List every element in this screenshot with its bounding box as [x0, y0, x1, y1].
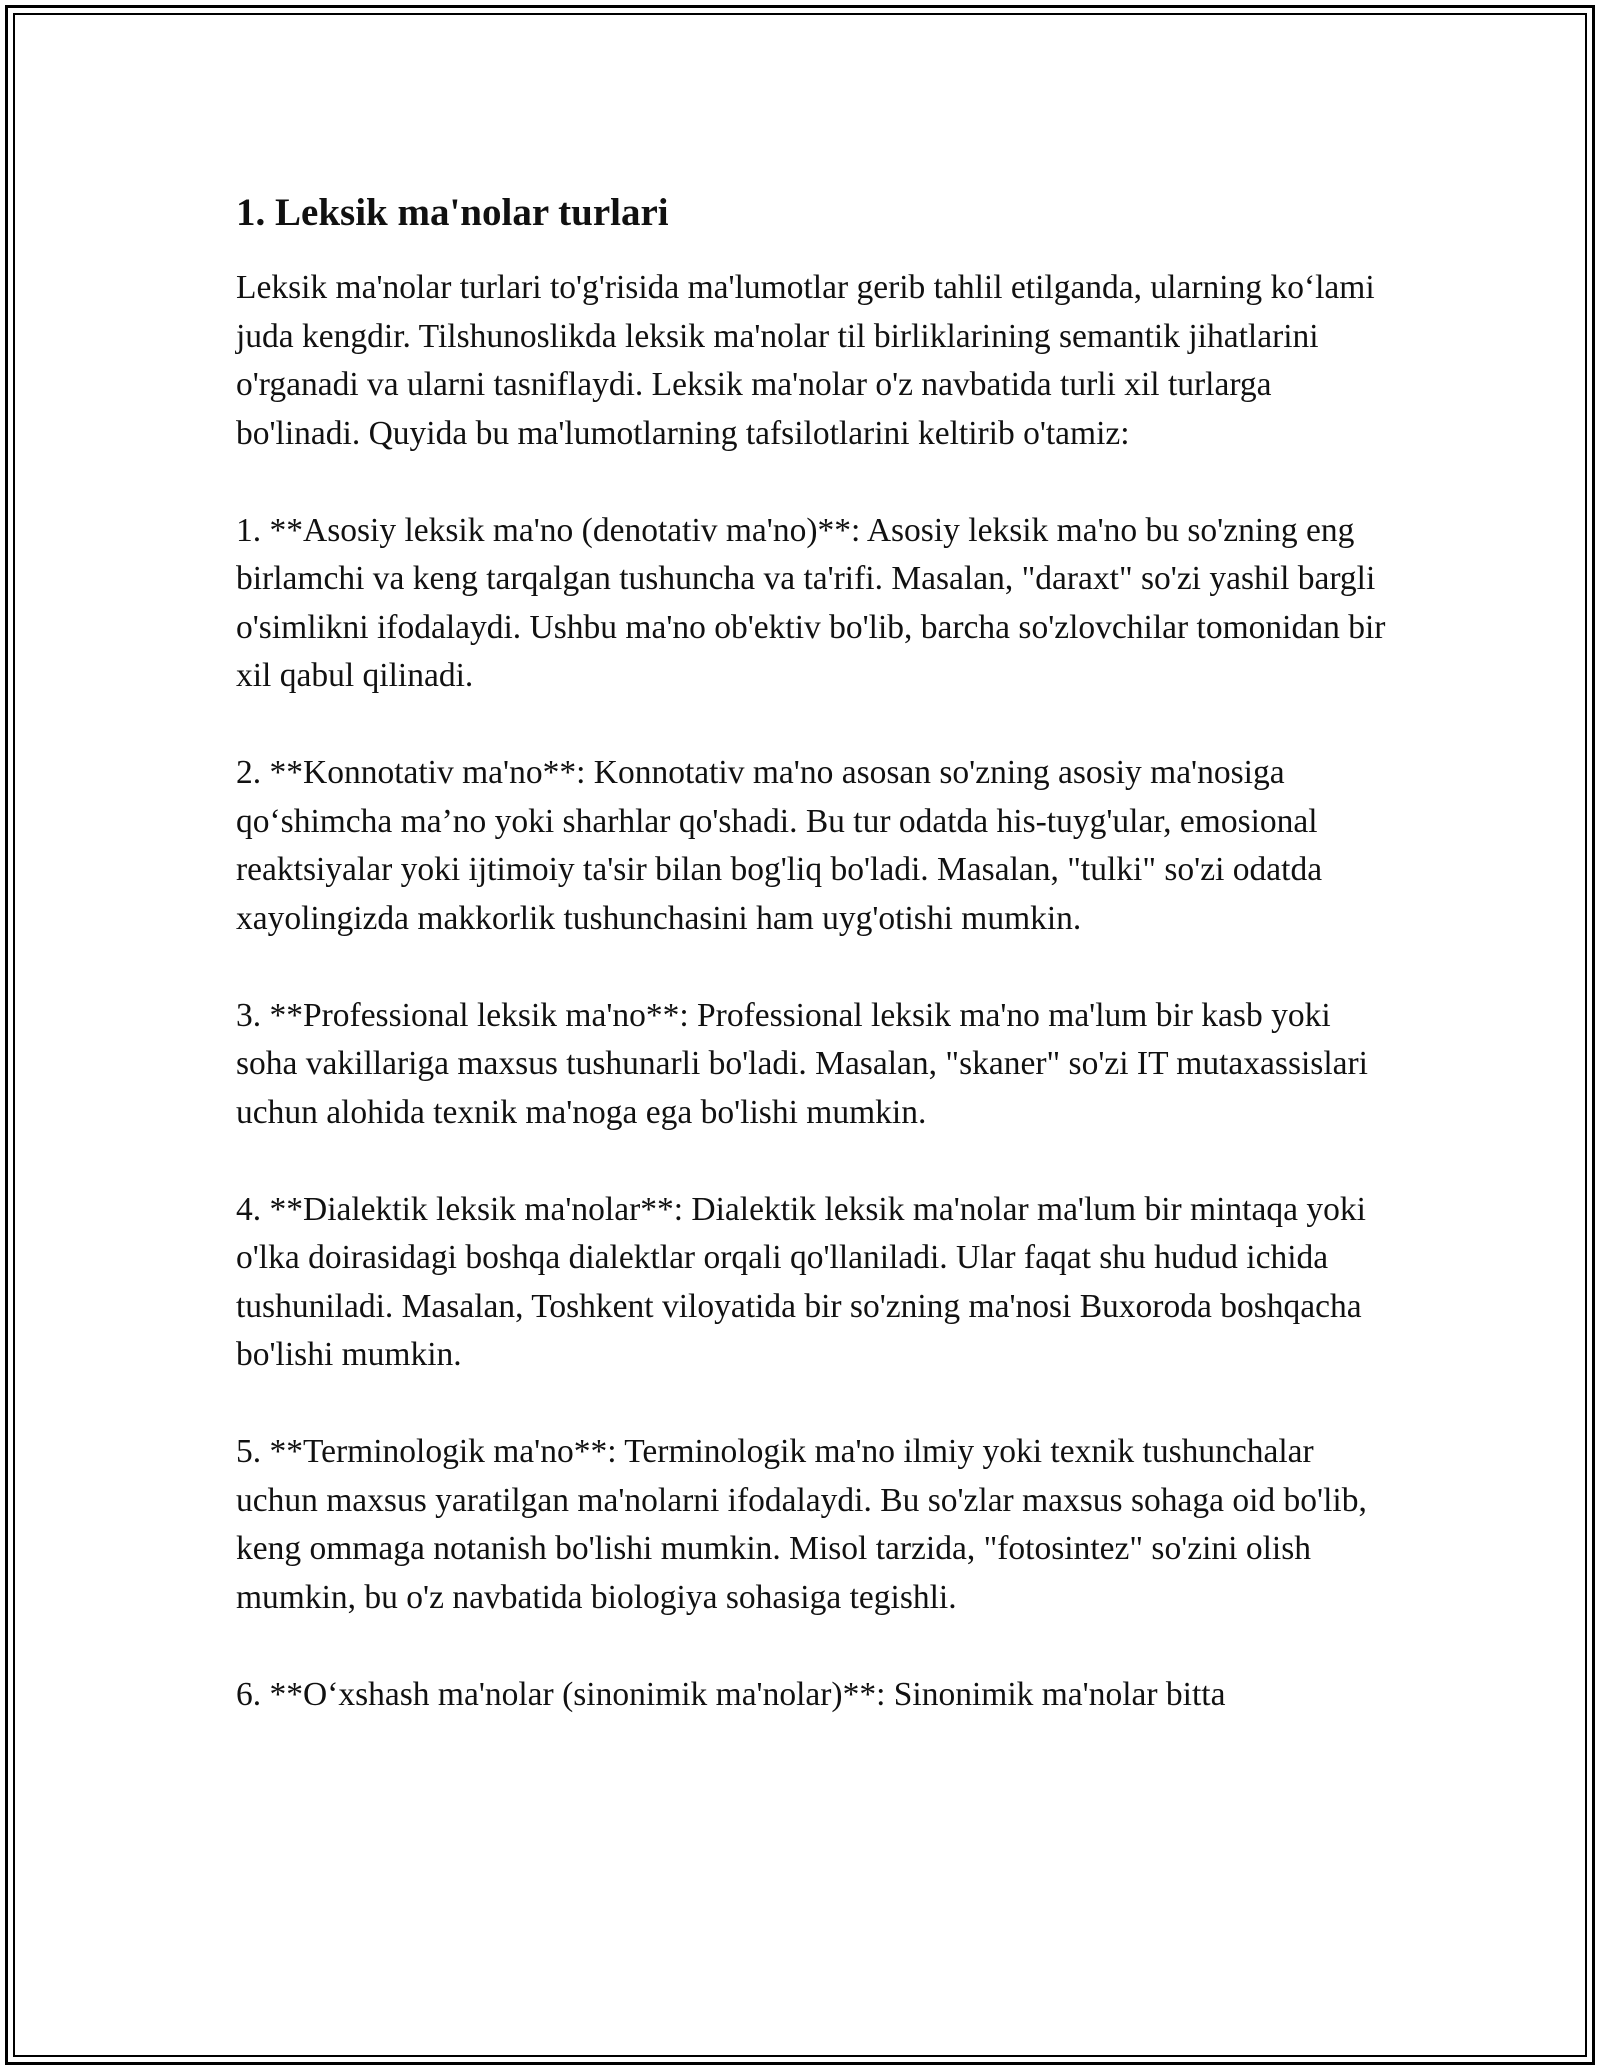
paragraph-professional-meaning: 3. **Professional leksik ma'no**: Professional leksik ma'no ma'lum bir kasb yoki soha vakillariga maxsus tushunarli bo'ladi. Masalan, "skaner" so'zi IT mutaxassislari uchun alohida texnik ma'noga ega bo'lishi mumkin. [236, 996, 1368, 1131]
section-heading: 1. Leksik ma'nolar turlari [236, 191, 669, 234]
intro-paragraph: Leksik ma'nolar turlari to'g'risida ma'lumotlar gerib tahlil etilganda, ularning ko‘lami juda kengdir. Tilshunoslikda leksik ma'nolar til birliklarining semantik jihatlarini o'rganadi va ularni tasniflaydi. Leksik ma'nolar o'z navbatida turli xil turlarga bo'linadi. Quyida bu ma'lumotlarning tafsilotlarini keltirib o'tamiz: [236, 269, 1375, 452]
paragraph-connotative-meaning: 2. **Konnotativ ma'no**: Konnotativ ma'no asosan so'zning asosiy ma'nosiga qo‘shimcha ma’no yoki sharhlar qo'shadi. Bu tur odatda his-tuyg'ular, emosional reaktsiyalar yoki ijtimoiy ta'sir bilan bog'liq bo'ladi. Masalan, "tulki" so'zi odatda xayolingizda makkorlik tushunchasini ham uyg'otishi mumkin. [236, 754, 1323, 937]
paragraph-denotative-meaning: 1. **Asosiy leksik ma'no (denotativ ma'no)**: Asosiy leksik ma'no bu so'zning eng birlamchi va keng tarqalgan tushuncha va ta'rifi. Masalan, "daraxt" so'zi yashil bargli o'simlikni ifodalaydi. Ushbu ma'no ob'ektiv bo'lib, barcha so'zlovchilar tomonidan bir xil qabul qilinadi. [236, 511, 1386, 694]
paragraph-synonymous-meaning: 6. **O‘xshash ma'nolar (sinonimik ma'nolar)**: Sinonimik ma'nolar bitta [236, 1675, 1226, 1713]
document-page [236, 188, 1386, 1768]
paragraph-terminological-meaning: 5. **Terminologik ma'no**: Terminologik ma'no ilmiy yoki texnik tushunchalar uchun maxsus yaratilgan ma'nolarni ifodalaydi. Bu so'zlar maxsus sohaga oid bo'lib, keng ommaga notanish bo'lishi mumkin. Misol tarzida, "fotosintez" so'zini olish mumkin, bu o'z navbatida biologiya sohasiga tegishli. [236, 1433, 1367, 1616]
paragraph-dialectal-meaning: 4. **Dialektik leksik ma'nolar**: Dialektik leksik ma'nolar ma'lum bir mintaqa yoki o'lka doirasidagi boshqa dialektlar orqali qo'llaniladi. Ular faqat shu hudud ichida tushuniladi. Masalan, Toshkent viloyatida bir so'zning ma'nosi Buxoroda boshqacha bo'lishi mumkin. [236, 1190, 1366, 1373]
